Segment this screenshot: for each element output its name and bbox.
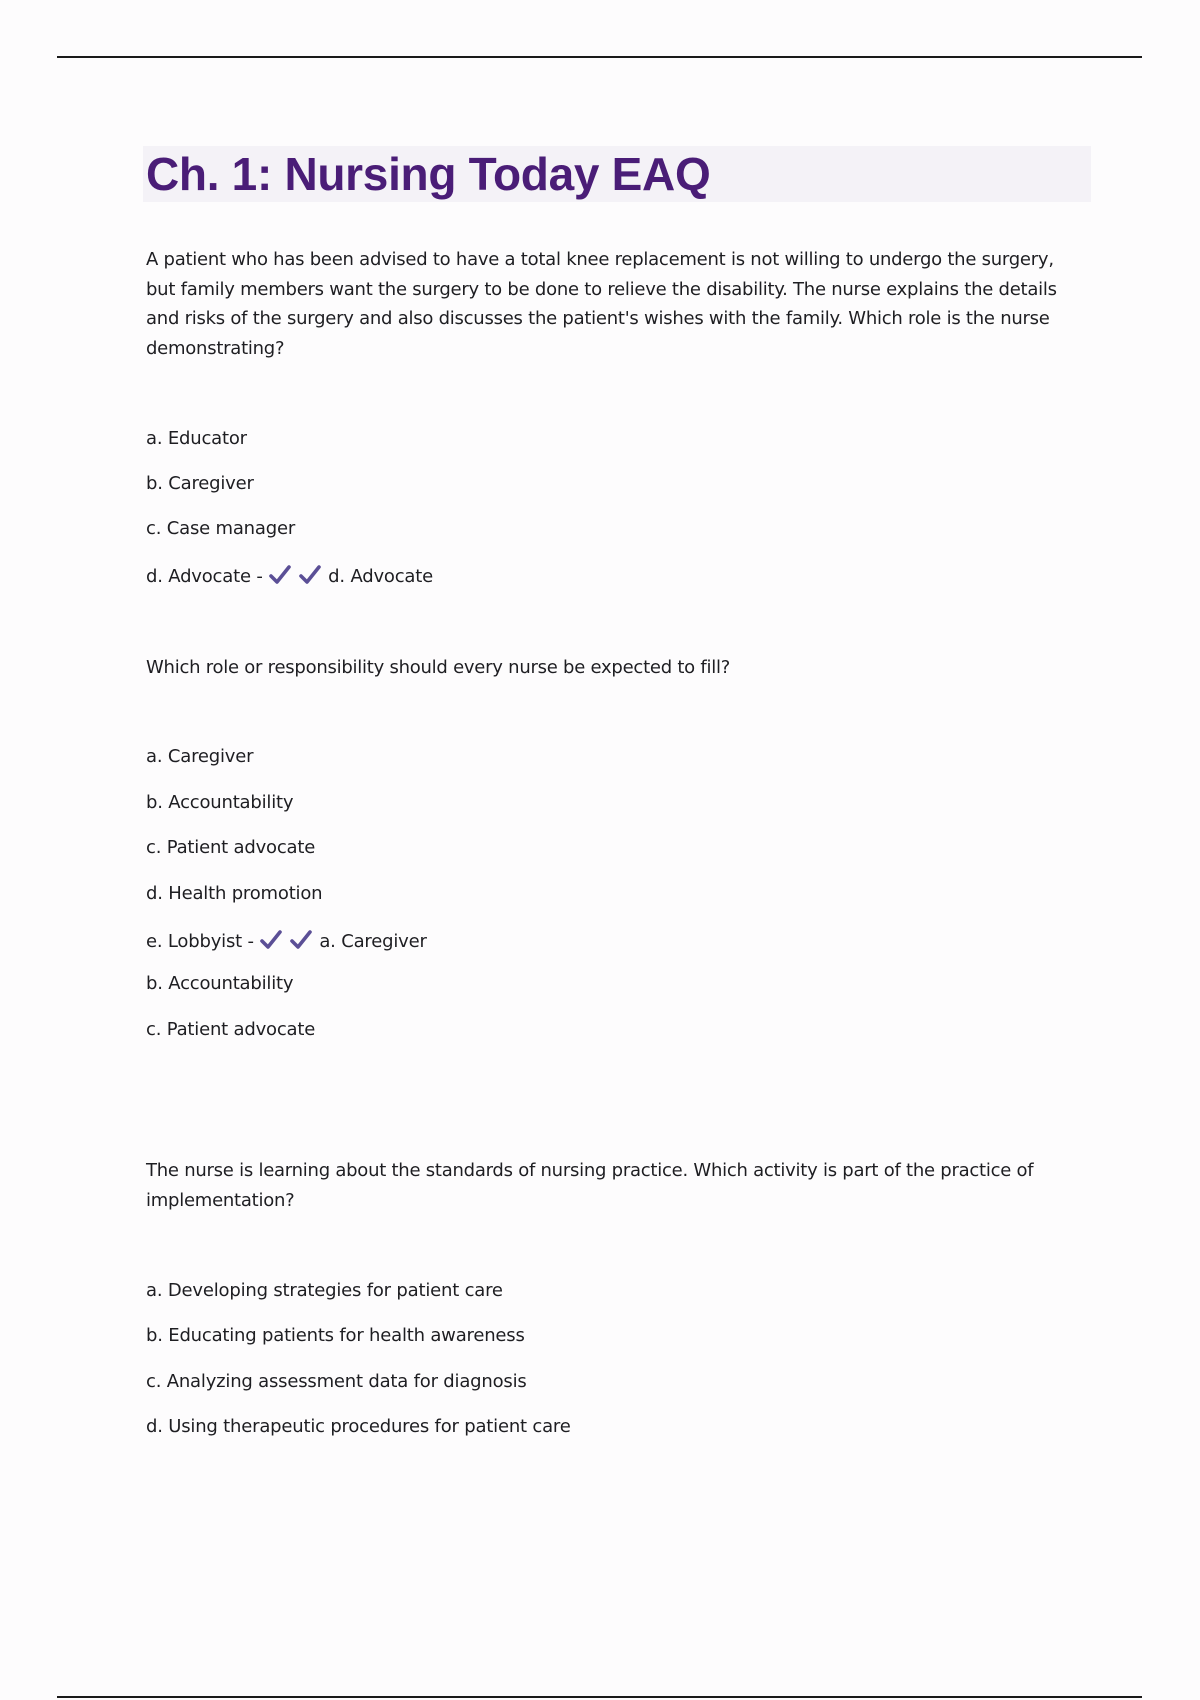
answer-item: d. Advocate bbox=[328, 566, 433, 587]
question-text: A patient who has been advised to have a total knee replacement is not willing to undergo the surgery, but family members want the surgery to be done to relieve the disability. The nurse explains the details and risks of the surgery and also discusses the patient's wishes with the family. Which role is the nurse demonstrating? bbox=[146, 249, 1057, 359]
question-block-2 bbox=[146, 653, 1086, 1040]
option-item: d. Using therapeutic procedures for patient care bbox=[146, 1416, 571, 1437]
question-text: Which role or responsibility should every nurse be expected to fill? bbox=[146, 657, 731, 678]
double-checkmark-icon bbox=[289, 928, 313, 952]
option-item: c. Case manager bbox=[146, 518, 296, 539]
option-item: c. Analyzing assessment data for diagnosis bbox=[146, 1371, 527, 1392]
option-with-answer bbox=[146, 563, 433, 589]
option-with-answer bbox=[146, 928, 427, 954]
page-title: Ch. 1: Nursing Today EAQ bbox=[146, 148, 711, 200]
answer-item: c. Patient advocate bbox=[146, 1019, 316, 1040]
option-item: a. Developing strategies for patient care bbox=[146, 1280, 503, 1301]
option-item: a. Caregiver bbox=[146, 746, 254, 767]
double-checkmark-icon bbox=[298, 563, 322, 587]
option-item: e. Lobbyist - bbox=[146, 931, 254, 952]
answer-item: a. Caregiver bbox=[319, 931, 427, 952]
double-checkmark-icon bbox=[259, 928, 283, 952]
option-item: d. Health promotion bbox=[146, 883, 323, 904]
option-item: b. Caregiver bbox=[146, 473, 254, 494]
option-item: a. Educator bbox=[146, 428, 247, 449]
option-item: d. Advocate - bbox=[146, 566, 263, 587]
option-item: b. Accountability bbox=[146, 792, 294, 813]
bottom-rule bbox=[57, 1696, 1142, 1698]
double-checkmark-icon bbox=[268, 563, 292, 587]
top-rule bbox=[57, 56, 1142, 58]
question-block-1 bbox=[146, 245, 1086, 587]
answer-item: b. Accountability bbox=[146, 973, 294, 994]
option-item: c. Patient advocate bbox=[146, 837, 316, 858]
option-item: b. Educating patients for health awareness bbox=[146, 1325, 525, 1346]
question-text: The nurse is learning about the standards of nursing practice. Which activity is part of the practice of implementation? bbox=[146, 1160, 1034, 1211]
question-block-3 bbox=[146, 1156, 1086, 1437]
